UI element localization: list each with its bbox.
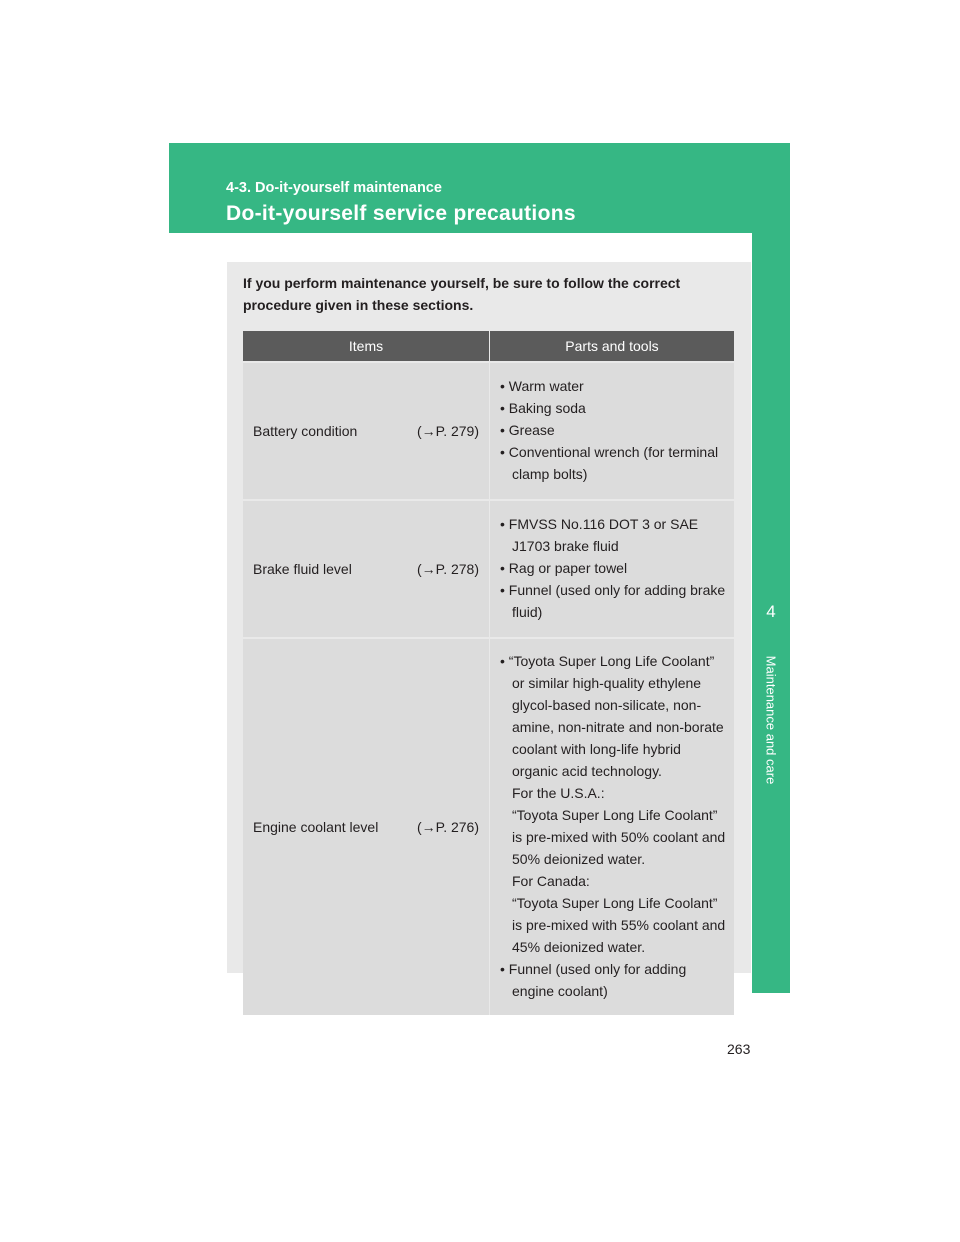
table-row — [243, 500, 734, 638]
tool-item: • FMVSS No.116 DOT 3 or SAE J1703 brake fluid — [500, 516, 699, 554]
tool-note: For Canada: — [512, 873, 590, 889]
section-header — [169, 143, 790, 233]
section-label: 4-3. Do-it-yourself maintenance — [226, 180, 442, 196]
content-panel — [227, 262, 751, 999]
page-reference: (→P. 279) — [417, 423, 479, 439]
page-reference: (→P. 276) — [417, 819, 479, 835]
tool-note: For the U.S.A.: — [512, 785, 605, 801]
page-title: Do-it-yourself service precautions — [226, 202, 576, 225]
tool-item: • Funnel (used only for adding engine coolant) — [500, 961, 687, 999]
page-number: 263 — [727, 1041, 751, 1057]
maintenance-table — [243, 331, 734, 1015]
tool-item: • “Toyota Super Long Life Coolant” or similar high-quality ethylene glycol-based non-silicate, non-amine, non-nitrate and non-borate coolant with long-life hybrid organic acid technology. — [500, 653, 724, 779]
item-cell — [243, 638, 490, 1015]
column-header-items: Items — [243, 331, 490, 362]
tool-item: • Warm water — [500, 378, 584, 394]
chapter-number: 4 — [766, 602, 776, 621]
tool-note: “Toyota Super Long Life Coolant” is pre-mixed with 50% coolant and 50% deionized water. — [512, 807, 726, 867]
tools-cell — [490, 500, 735, 638]
tools-cell — [490, 362, 735, 500]
column-header-parts: Parts and tools — [490, 331, 735, 362]
intro-text: If you perform maintenance yourself, be sure to follow the correct procedure given in these sections. — [243, 275, 681, 313]
item-name: Battery condition — [253, 423, 358, 439]
item-cell — [243, 500, 490, 638]
tool-item: • Grease — [500, 422, 555, 438]
table-header-row — [243, 331, 734, 362]
tool-item: • Conventional wrench (for terminal clamp bolts) — [500, 444, 719, 482]
tool-item: • Funnel (used only for adding brake fluid) — [500, 582, 726, 620]
tools-cell — [490, 638, 735, 1015]
table-row — [243, 362, 734, 500]
tool-item: • Rag or paper towel — [500, 560, 628, 576]
item-cell — [243, 362, 490, 500]
tool-item: • Baking soda — [500, 400, 586, 416]
item-name: Brake fluid level — [253, 561, 352, 577]
item-name: Engine coolant level — [253, 819, 379, 835]
page-reference: (→P. 278) — [417, 561, 479, 577]
tool-note: “Toyota Super Long Life Coolant” is pre-mixed with 55% coolant and 45% deionized water. — [512, 895, 726, 955]
table-row — [243, 638, 734, 1015]
chapter-label: Maintenance and care — [763, 655, 779, 785]
